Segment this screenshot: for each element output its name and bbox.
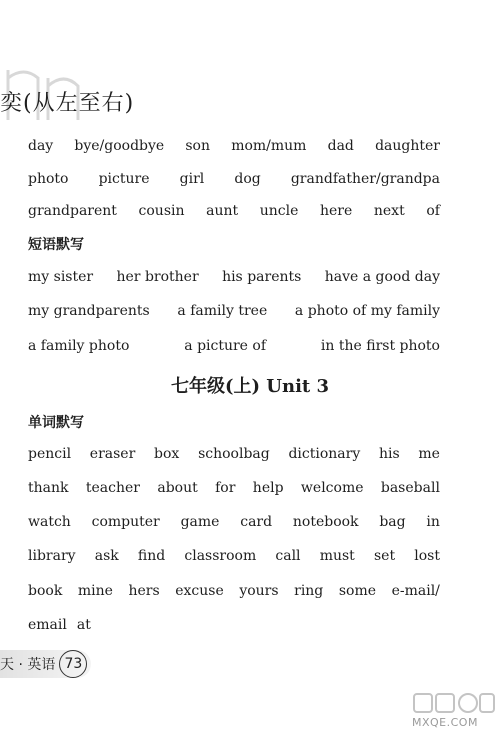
footer-text: 天 · 英语 (0, 657, 56, 673)
phrase-label: 短语默写 (28, 237, 84, 253)
term: find (137, 548, 166, 564)
term: eraser (89, 446, 136, 462)
term: aunt (206, 203, 239, 219)
term: lost (414, 548, 440, 564)
term: her brother (116, 269, 199, 285)
words-line (28, 446, 440, 462)
term: card (240, 514, 273, 530)
term: ring (294, 583, 324, 599)
term: email (28, 617, 67, 633)
term: a family tree (177, 303, 268, 319)
term: yours (239, 583, 279, 599)
term: dog (234, 171, 261, 187)
term: his (378, 446, 400, 462)
page-footer (0, 650, 91, 678)
word-label: 单词默写 (28, 415, 84, 431)
term: his parents (222, 269, 302, 285)
term: hers (128, 583, 160, 599)
term: mom/mum (231, 138, 307, 154)
term: classroom (184, 548, 257, 564)
words-line (28, 548, 440, 564)
term: of (426, 203, 440, 219)
lines-line (28, 138, 440, 154)
term: picture (98, 171, 150, 187)
term: dad (327, 138, 354, 154)
term: my sister (28, 269, 94, 285)
term: uncle (259, 203, 299, 219)
term: help (252, 480, 284, 496)
term: have a good day (324, 269, 440, 285)
term: dictionary (288, 446, 361, 462)
term: day (28, 138, 54, 154)
phrases-line (28, 338, 440, 354)
term: grandparent (28, 203, 117, 219)
words-line (28, 583, 440, 599)
term: welcome (300, 480, 364, 496)
term: box (154, 446, 180, 462)
term: a family photo (28, 338, 130, 354)
term: e-mail/ (391, 583, 440, 599)
term: at (76, 617, 91, 633)
term: computer (91, 514, 160, 530)
term: a picture of (184, 338, 267, 354)
term: notebook (292, 514, 359, 530)
term: in (426, 514, 440, 530)
term: thank (28, 480, 69, 496)
term: about (157, 480, 198, 496)
words-line (28, 480, 440, 496)
term: game (180, 514, 220, 530)
term: cousin (138, 203, 185, 219)
unit-heading: 七年级(上) Unit 3 (170, 376, 330, 397)
phrases-line (28, 303, 440, 319)
term: daughter (375, 138, 440, 154)
term: mine (77, 583, 113, 599)
term: bag (379, 514, 406, 530)
words-line (28, 617, 440, 633)
words-line (28, 514, 440, 530)
watermark-text: MXQE.COM (412, 716, 478, 729)
term: book (28, 583, 63, 599)
term: son (185, 138, 211, 154)
term: pencil (28, 446, 72, 462)
term: me (418, 446, 440, 462)
term: schoolbag (198, 446, 270, 462)
term: my grandparents (28, 303, 150, 319)
term: girl (179, 171, 205, 187)
lines-line (28, 171, 440, 187)
phrases-line (28, 269, 440, 285)
term: for (215, 480, 236, 496)
term: some (338, 583, 377, 599)
term: library (28, 548, 76, 564)
term: grandfather/grandpa (290, 171, 440, 187)
term: photo (28, 171, 69, 187)
term: a photo of my family (294, 303, 440, 319)
term: in the first photo (320, 338, 440, 354)
term: must (319, 548, 355, 564)
term: ask (94, 548, 119, 564)
term: call (275, 548, 301, 564)
term: baseball (380, 480, 440, 496)
term: bye/goodbye (74, 138, 165, 154)
term: here (319, 203, 353, 219)
term: teacher (85, 480, 140, 496)
page-number: 73 (59, 650, 87, 678)
term: next (373, 203, 405, 219)
term: excuse (175, 583, 224, 599)
section-title: 奕(从左至右) (0, 91, 135, 116)
term: set (373, 548, 396, 564)
term: watch (28, 514, 71, 530)
lines-line (28, 203, 440, 219)
